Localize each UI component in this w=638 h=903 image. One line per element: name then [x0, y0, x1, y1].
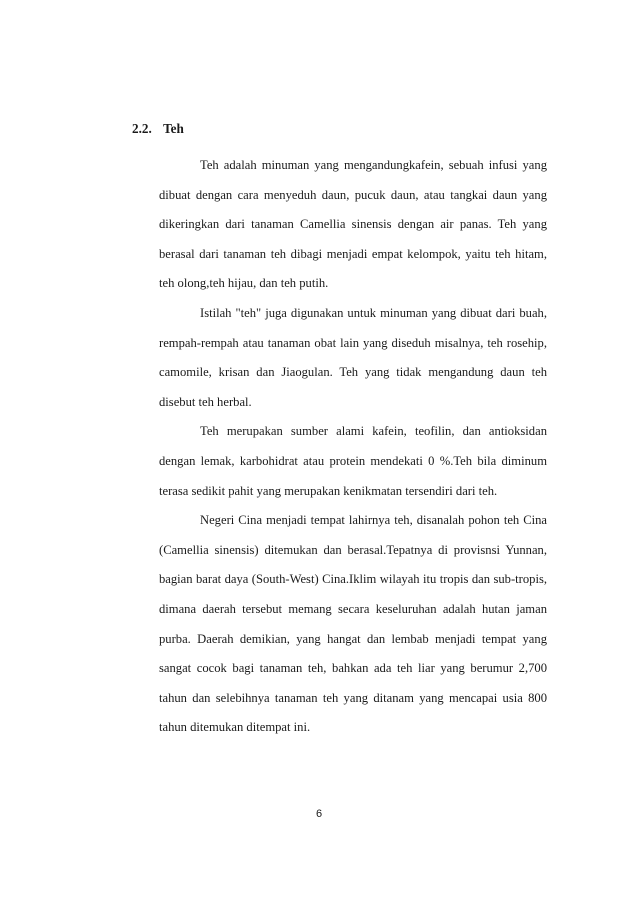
paragraph-4: Negeri Cina menjadi tempat lahirnya teh, disanalah pohon teh Cina (Camellia sinensis) ditemukan dan berasal.Tepatnya di provisnsi Yunnan, bagian barat daya (South-West) Cina.Iklim wilayah itu tropis dan sub-tropis, dimana daerah tersebut memang secara keseluruhan adalah hutan jaman purba. Daerah demikian, yang hangat dan lembab menjadi tempat yang sangat cocok bagi tanaman teh, bahkan ada teh liar yang berumur 2,700 tahun dan selebihnya tanaman teh yang ditanam yang mencapai usia 800 tahun ditemukan ditempat ini.	[159, 513, 547, 735]
section-heading	[132, 121, 184, 137]
paragraph-1: Teh adalah minuman yang mengandungkafein, sebuah infusi yang dibuat dengan cara menyeduh daun, pucuk daun, atau tangkai daun yang dikeringkan dari tanaman Camellia sinensis dengan air panas. Teh yang berasal dari tanaman teh dibagi menjadi empat kelompok, yaitu teh hitam, teh olong,teh hijau, dan teh putih.	[159, 158, 547, 291]
paragraph-2: Istilah "teh" juga digunakan untuk minuman yang dibuat dari buah, rempah-rempah atau tanaman obat lain yang diseduh misalnya, teh rosehip, camomile, krisan dan Jiaogulan. Teh yang tidak mengandung daun teh disebut teh herbal.	[159, 305, 547, 409]
paragraph-3: Teh merupakan sumber alami kafein, teofilin, dan antioksidan dengan lemak, karbohidrat atau protein mendekati 0 %.Teh bila diminum terasa sedikit pahit yang merupakan kenikmatan tersendiri dari teh.	[159, 424, 547, 498]
page-number: 6	[315, 808, 323, 820]
section-number: 2.2.	[132, 121, 152, 136]
section-title: Teh	[163, 121, 184, 136]
body-text	[159, 151, 547, 743]
